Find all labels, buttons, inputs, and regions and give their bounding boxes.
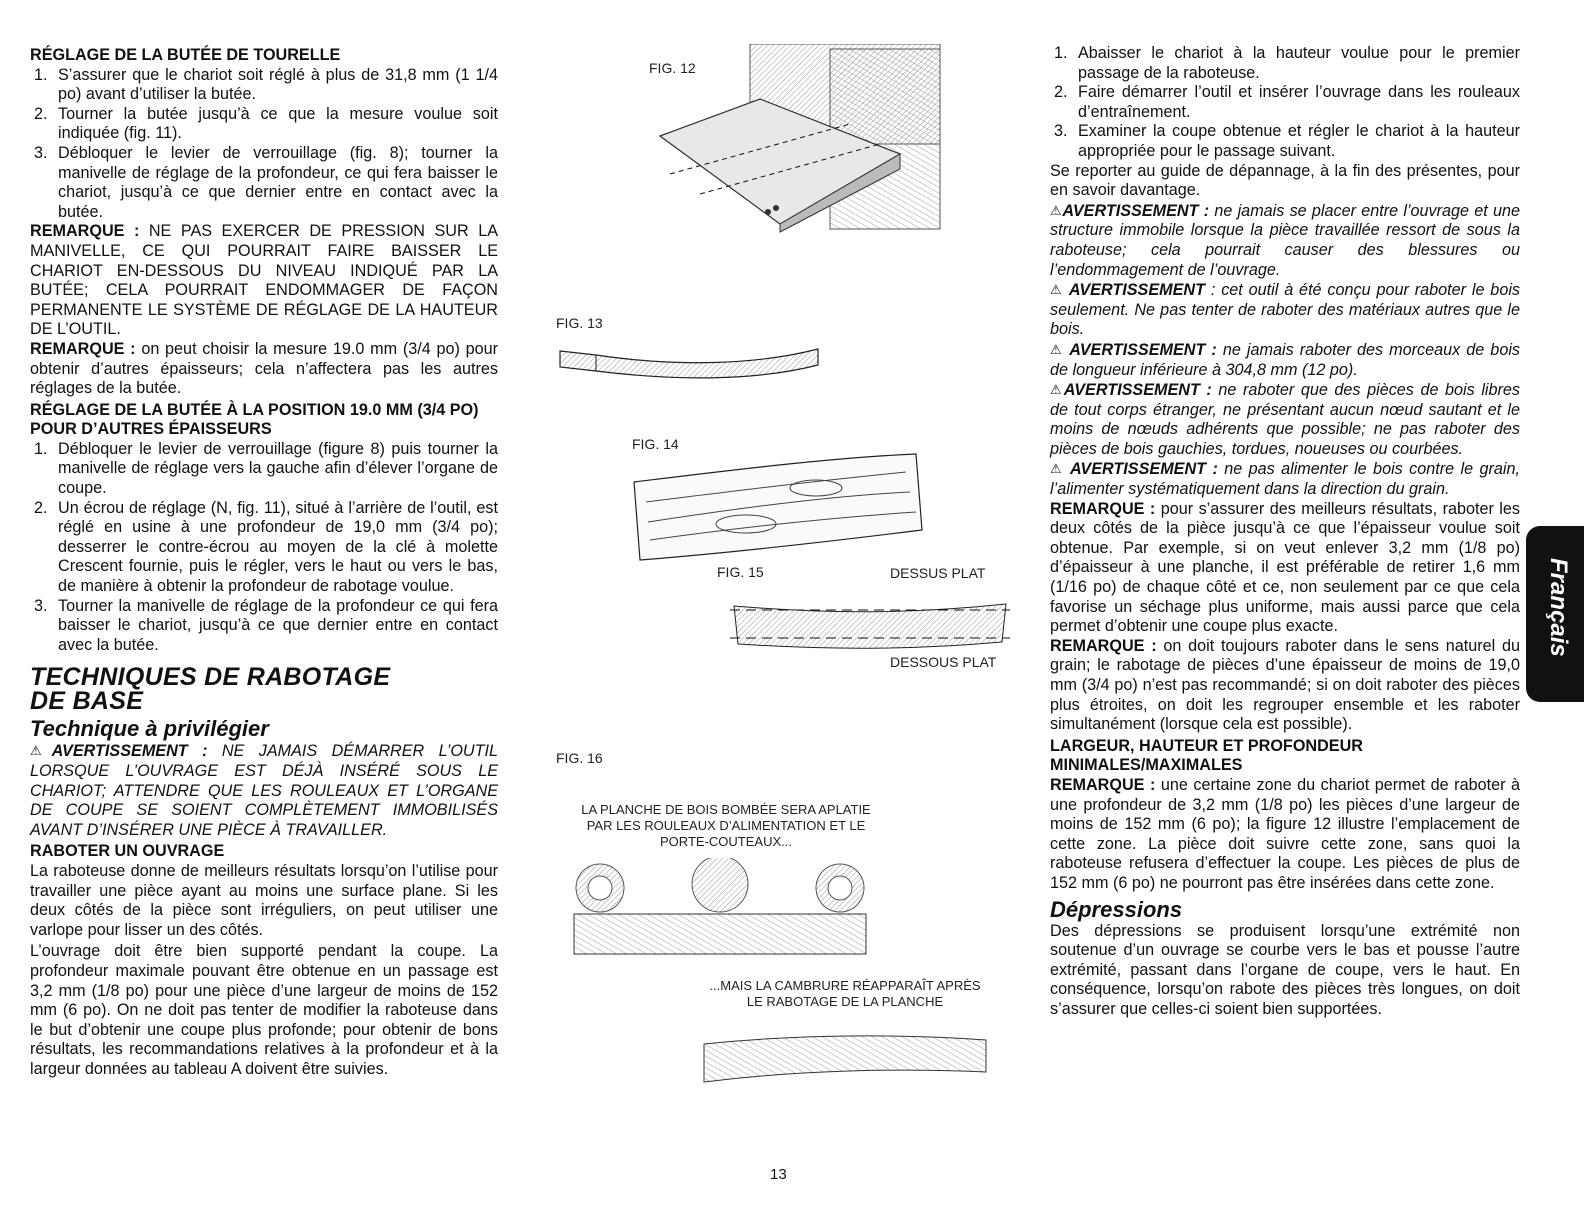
- warning-icon: ⚠: [1050, 202, 1063, 218]
- warning-start: ⚠AVERTISSEMENT : NE JAMAIS DÉMARRER L’OUTIL LORSQUE L’OUVRAGE EST DÉJÀ INSÉRÉ SOUS LE CHARIOT; ATTENDRE QUE LES ROULEAUX ET L’ORGANE DE COUPE SE SOIENT COMPLÈTEMENT IMMOBILISÉS AVANT D’INSÉRER UNE PIÈCE À TRAVAILLER.: [30, 742, 498, 839]
- pass-steps-list: [1050, 44, 1520, 162]
- flat-board-illustration: [730, 600, 1010, 652]
- warning-icon: ⚠: [1050, 461, 1064, 477]
- position-steps-list: [30, 440, 498, 656]
- list-item: 3. Débloquer le levier de verrouillage (fig. 8); tourner la manivelle de réglage de la profondeur, ce qui fera baisser le chariot, jusqu’à ce que dernier entre en contact avec la butée.: [34, 143, 498, 221]
- fig-16-caption-1: LA PLANCHE DE BOIS BOMBÉE SERA APLATIE PAR LES ROULEAUX D’ALIMENTATION ET LE PORTE-COUTEAUX...: [581, 802, 871, 849]
- bowed-board-illustration: [556, 345, 826, 385]
- twisted-board-illustration: [626, 452, 926, 564]
- note-zone: REMARQUE : une certaine zone du chariot permet de raboter à une profondeur de 3,2 mm (1/8 po) les pièces d’une largeur de moins de 152 mm (6 po); la figure 12 illustre l’emplacement de cette zone. La pièce doit suivre cette zone, sans quoi la raboteuse refusera d’effectuer la coupe. Les pièces de plus de 152 mm (6 po) ne pourront pas être insérées dans cette zone.: [1050, 775, 1520, 892]
- fig-15-label: FIG. 15: [717, 564, 764, 580]
- list-item: 3. Tourner la manivelle de réglage de la profondeur ce qui fera baisser le chariot, jusqu’à ce que dernier entre en contact avec la butée.: [34, 596, 498, 654]
- heading-plane-work: RABOTER UN OUVRAGE: [30, 842, 225, 861]
- warning: ⚠ AVERTISSEMENT : cet outil à été conçu pour raboter le bois seulement. Ne pas tenter de raboter des matériaux autres que le bois.: [1050, 281, 1521, 339]
- fig-16-label: FIG. 16: [556, 750, 603, 766]
- note-measure: REMARQUE : on peut choisir la mesure 19.0 mm (3/4 po) pour obtenir d’autres épaisseurs; cela n’affectera pas les autres réglages de la butée.: [30, 339, 498, 398]
- page-number: 13: [770, 1166, 787, 1183]
- heading-dimensions: LARGEUR, HAUTEUR ET PROFONDEUR MINIMALES/MAXIMALES: [1050, 736, 1363, 775]
- list-item: 3. Examiner la coupe obtenue et régler le chariot à la hauteur appropriée pour le passage suivant.: [1054, 122, 1520, 160]
- turret-steps-list: [30, 66, 498, 223]
- fig-14-label: FIG. 14: [632, 436, 679, 452]
- list-item: 2. Tourner la butée jusqu’à ce que la mesure voulue soit indiquée (fig. 11).: [34, 104, 498, 143]
- fig-15-bottom-label: DESSOUS PLAT: [890, 654, 997, 670]
- subsection-title-depressions: Dépressions: [1050, 896, 1183, 922]
- rebowed-board-illustration: [700, 1030, 990, 1086]
- subsection-title-preferred: Technique à privilégier: [30, 716, 269, 742]
- paragraph: La raboteuse donne de meilleurs résultats lorsqu’on l’utilise pour travailler une pièce ayant au moins une surface plane. Si les deux côtés de la pièce sont irréguliers, on peut utiliser une varlope pour lisser un des côtés.: [30, 861, 498, 939]
- warning: ⚠ AVERTISSEMENT : ne jamais raboter des morceaux de bois de longueur inférieure à 304,8 mm (12 po).: [1050, 340, 1521, 379]
- warning-icon: ⚠: [1050, 282, 1064, 298]
- list-item: 2. Un écrou de réglage (N, fig. 11), situé à l’arrière de l’outil, est réglé en usine à une profondeur de 19,0 mm (3/4 po); desserrer le contre-écrou au moyen de la clé à molette Crescent fournie, puis le régler, vers le haut ou vers le bas, de manière à obtenir la profondeur de rabotage voulue.: [34, 498, 498, 596]
- section-title-techniques: TECHNIQUES DE RABOTAGE DE BASE: [30, 663, 391, 716]
- paragraph: Des dépressions se produisent lorsqu’une extrémité non soutenue d’un ouvrage se courbe vers le bas et pousse l’autre extrémité, passant dans l’organe de coupe, vers le haut. En conséquence, lorsqu’on rabote des pièces très longues, on doit s’assurer que celles-ci soient bien supportées.: [1050, 921, 1520, 1018]
- list-item: 1. Débloquer le levier de verrouillage (figure 8) puis tourner la manivelle de réglage vers la gauche afin d’élever l’organe de coupe.: [34, 439, 498, 498]
- language-tab: [1526, 526, 1584, 702]
- warning: ⚠ AVERTISSEMENT : ne pas alimenter le bois contre le grain, l’alimenter systématiquement dans la direction du grain.: [1050, 460, 1520, 499]
- fig-12-label: FIG. 12: [649, 60, 696, 76]
- fig-13-label: FIG. 13: [556, 315, 603, 331]
- rollers-board-illustration: [570, 858, 870, 958]
- paragraph: Se reporter au guide de dépannage, à la fin des présentes, pour en savoir davantage.: [1050, 161, 1520, 200]
- fig-15-top-label: DESSUS PLAT: [890, 565, 986, 581]
- warning-icon: ⚠: [1050, 341, 1064, 357]
- language-tab-label: Français: [1545, 558, 1572, 657]
- heading-stop-position: RÉGLAGE DE LA BUTÉE À LA POSITION 19.0 MM (3/4 PO) POUR D’AUTRES ÉPAISSEURS: [30, 400, 479, 439]
- warning: ⚠AVERTISSEMENT : ne raboter que des pièces de bois libres de tout corps étranger, ne présentant aucun nœud sautant et le moins de nœuds adhérents que possible; ne pas raboter des pièces de bois gauchies, tordues, noueuses ou courbées.: [1050, 381, 1521, 458]
- list-item: 2. Faire démarrer l’outil et insérer l’ouvrage dans les rouleaux d’entraînement.: [1054, 83, 1520, 121]
- list-item: 1. Abaisser le chariot à la hauteur voulue pour le premier passage de la raboteuse.: [1054, 44, 1520, 82]
- paragraph: L’ouvrage doit être bien supporté pendant la coupe. La profondeur maximale pouvant être obtenue en un passage est 3,2 mm (1/8 po) pour une pièce d’une largeur de moins de 152 mm (6 po). On ne doit pas tenter de modifier la raboteuse dans le but d’obtenir une coupe plus profonde; pour obtenir de bons résultats, les recommandations relatives à la profondeur et à la largeur données au tableau A doivent être suivies.: [30, 942, 498, 1078]
- list-item: 1. S’assurer que le chariot soit réglé à plus de 31,8 mm (1 1/4 po) avant d’utiliser la butée.: [34, 65, 498, 104]
- warning-icon: ⚠: [30, 743, 52, 759]
- planer-illustration: [650, 44, 950, 234]
- note-grain: REMARQUE : on doit toujours raboter dans le sens naturel du grain; le rabotage de pièces d’une épaisseur de moins de 19,0 mm (3/4 po) n’est pas recommandé; si on doit raboter des pièces plus étroites, on doit les regrouper ensemble et les raboter simultanément (lorsque cela est possible).: [1050, 636, 1520, 734]
- warning-icon: ⚠: [1050, 382, 1064, 398]
- right-column: [1050, 44, 1520, 1020]
- fig-16-caption-2: ...MAIS LA CAMBRURE RÉAPPARAÎT APRÈS LE RABOTAGE DE LA PLANCHE: [709, 978, 981, 1009]
- note-both-sides: REMARQUE : pour s’assurer des meilleurs résultats, raboter les deux côtés de la pièce jusqu’à ce que l’épaisseur voulue soit obtenue. Par exemple, si on veut enlever 3,2 mm (1/8 po) d’épaisseur à une planche, il est préférable de retirer 1,6 mm (1/16 po) de chaque côté et ce, non seulement par ce que cela favorise un séchage plus uniforme, mais aussi parce que cela permet d’obtenir une coupe plus exacte.: [1050, 499, 1521, 636]
- heading-turret-stop: RÉGLAGE DE LA BUTÉE DE TOURELLE: [30, 46, 341, 64]
- note-pressure: REMARQUE : NE PAS EXERCER DE PRESSION SUR LA MANIVELLE, CE QUI POURRAIT FAIRE BAISSER LE CHARIOT EN-DESSOUS DU NIVEAU INDIQUÉ PAR LA BUTÉE; CELA POURRAIT ENDOMMAGER DE FAÇON PERMANENTE LE SYSTÈME DE RÉGLAGE DE LA HAUTEUR DE L’OUTIL.: [30, 222, 498, 339]
- warning: ⚠AVERTISSEMENT : ne jamais se placer entre l’ouvrage et une structure immobile lorsque la pièce travaillée ressort de sous la raboteuse; cela pourrait causer des blessures ou l’endommagement de l’ouvrage.: [1050, 201, 1520, 279]
- left-column: [30, 44, 498, 1080]
